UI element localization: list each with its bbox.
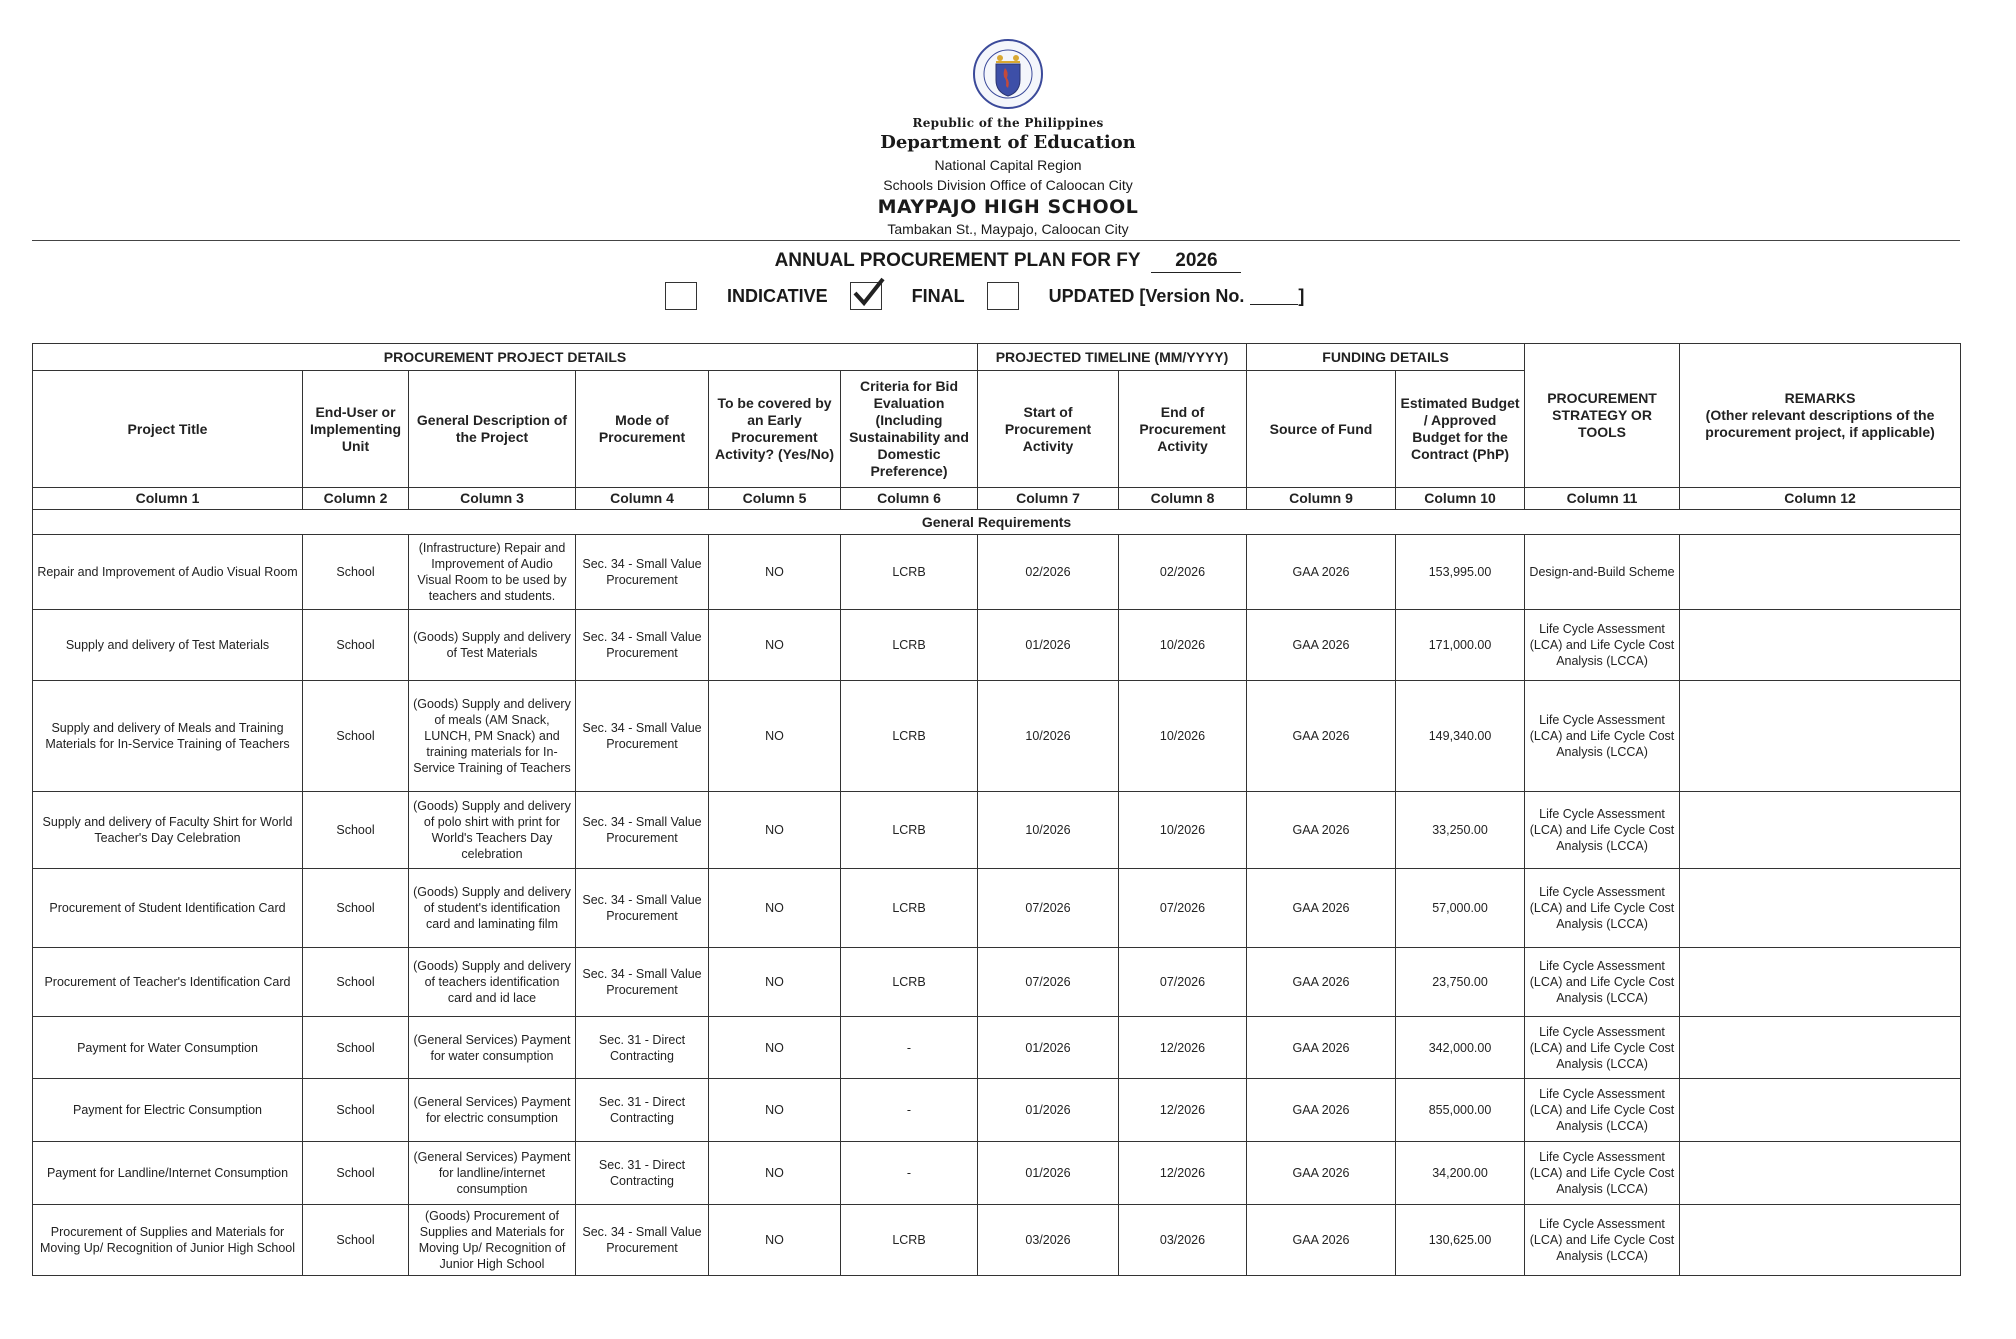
- strategy-cell: Life Cycle Assessment (LCA) and Life Cycle Cost Analysis (LCCA): [1525, 869, 1680, 948]
- end-user-cell: School: [303, 1079, 409, 1142]
- column-number: Column 10: [1396, 488, 1525, 510]
- mode-cell: Sec. 31 - Direct Contracting: [576, 1142, 709, 1205]
- start-date-cell: 10/2026: [978, 681, 1119, 792]
- column-number: Column 2: [303, 488, 409, 510]
- start-date-cell: 10/2026: [978, 792, 1119, 869]
- criteria-cell: LCRB: [841, 610, 978, 681]
- criteria-cell: LCRB: [841, 792, 978, 869]
- source-of-fund-cell: GAA 2026: [1247, 1017, 1396, 1079]
- region-label: National Capital Region: [934, 157, 1082, 173]
- remarks-cell: [1680, 1142, 1961, 1205]
- remarks-subtitle: (Other relevant descriptions of the procurement project, if applicable): [1705, 407, 1935, 440]
- budget-cell: 33,250.00: [1396, 792, 1525, 869]
- project-title-cell: Supply and delivery of Meals and Training Materials for In-Service Training of Teachers: [33, 681, 303, 792]
- column-header-criteria: Criteria for Bid Evaluation (Including Sustainability and Domestic Preference): [841, 371, 978, 488]
- procurement-plan-table: [32, 343, 1961, 1276]
- description-cell: (Goods) Supply and delivery of polo shirt with print for World's Teachers Day celebration: [409, 792, 576, 869]
- criteria-cell: LCRB: [841, 948, 978, 1017]
- remarks-cell: [1680, 1205, 1961, 1276]
- project-title-cell: Procurement of Student Identification Card: [33, 869, 303, 948]
- early-procurement-cell: NO: [709, 681, 841, 792]
- remarks-title: REMARKS: [1784, 390, 1856, 406]
- start-date-cell: 01/2026: [978, 1079, 1119, 1142]
- remarks-cell: [1680, 535, 1961, 610]
- table-row: [33, 1079, 1961, 1142]
- source-of-fund-cell: GAA 2026: [1247, 1205, 1396, 1276]
- end-date-cell: 03/2026: [1119, 1205, 1247, 1276]
- start-date-cell: 07/2026: [978, 869, 1119, 948]
- strategy-cell: Life Cycle Assessment (LCA) and Life Cycle Cost Analysis (LCCA): [1525, 1017, 1680, 1079]
- section-general-requirements: General Requirements: [33, 510, 1961, 535]
- column-number: Column 12: [1680, 488, 1961, 510]
- table-row: [33, 1205, 1961, 1276]
- mode-cell: Sec. 34 - Small Value Procurement: [576, 792, 709, 869]
- column-header-remarks: [1680, 344, 1961, 488]
- end-date-cell: 07/2026: [1119, 869, 1247, 948]
- end-user-cell: School: [303, 1017, 409, 1079]
- budget-cell: 57,000.00: [1396, 869, 1525, 948]
- group-header-timeline: PROJECTED TIMELINE (MM/YYYY): [978, 344, 1247, 371]
- mode-cell: Sec. 34 - Small Value Procurement: [576, 681, 709, 792]
- column-header-description: General Description of the Project: [409, 371, 576, 488]
- budget-cell: 342,000.00: [1396, 1017, 1525, 1079]
- table-row: [33, 869, 1961, 948]
- project-title-cell: Supply and delivery of Faculty Shirt for World Teacher's Day Celebration: [33, 792, 303, 869]
- column-number: Column 9: [1247, 488, 1396, 510]
- fiscal-year-field[interactable]: 2026: [1151, 250, 1241, 273]
- project-title-cell: Procurement of Teacher's Identification Card: [33, 948, 303, 1017]
- project-title-cell: Payment for Water Consumption: [33, 1017, 303, 1079]
- mode-cell: Sec. 31 - Direct Contracting: [576, 1079, 709, 1142]
- strategy-cell: Life Cycle Assessment (LCA) and Life Cycle Cost Analysis (LCCA): [1525, 1205, 1680, 1276]
- source-of-fund-cell: GAA 2026: [1247, 1142, 1396, 1205]
- group-header-funding: FUNDING DETAILS: [1247, 344, 1525, 371]
- table-row: [33, 610, 1961, 681]
- column-header-project-title: Project Title: [33, 371, 303, 488]
- end-user-cell: School: [303, 948, 409, 1017]
- plan-title: [0, 250, 2016, 273]
- source-of-fund-cell: GAA 2026: [1247, 948, 1396, 1017]
- group-header-project-details: PROCUREMENT PROJECT DETAILS: [33, 344, 978, 371]
- early-procurement-cell: NO: [709, 1205, 841, 1276]
- remarks-cell: [1680, 869, 1961, 948]
- column-number: Column 7: [978, 488, 1119, 510]
- updated-label-suffix: ]: [1298, 285, 1305, 306]
- source-of-fund-cell: GAA 2026: [1247, 610, 1396, 681]
- end-date-cell: 10/2026: [1119, 610, 1247, 681]
- end-user-cell: School: [303, 792, 409, 869]
- letterhead: [0, 38, 2016, 237]
- criteria-cell: -: [841, 1017, 978, 1079]
- strategy-cell: Life Cycle Assessment (LCA) and Life Cycle Cost Analysis (LCCA): [1525, 1142, 1680, 1205]
- division-label: Schools Division Office of Caloocan City: [883, 177, 1133, 193]
- deped-seal-icon: [972, 38, 1044, 110]
- description-cell: (Goods) Supply and delivery of teachers identification card and id lace: [409, 948, 576, 1017]
- budget-cell: 149,340.00: [1396, 681, 1525, 792]
- description-cell: (General Services) Payment for electric consumption: [409, 1079, 576, 1142]
- strategy-cell: Design-and-Build Scheme: [1525, 535, 1680, 610]
- indicative-checkbox[interactable]: [665, 282, 697, 310]
- end-date-cell: 12/2026: [1119, 1017, 1247, 1079]
- project-title-cell: Repair and Improvement of Audio Visual Room: [33, 535, 303, 610]
- end-user-cell: School: [303, 869, 409, 948]
- start-date-cell: 01/2026: [978, 1142, 1119, 1205]
- description-cell: (Goods) Procurement of Supplies and Materials for Moving Up/ Recognition of Junior High School: [409, 1205, 576, 1276]
- school-name: MAYPAJO HIGH SCHOOL: [877, 196, 1139, 218]
- criteria-cell: LCRB: [841, 869, 978, 948]
- mode-cell: Sec. 34 - Small Value Procurement: [576, 610, 709, 681]
- source-of-fund-cell: GAA 2026: [1247, 1079, 1396, 1142]
- description-cell: (General Services) Payment for water consumption: [409, 1017, 576, 1079]
- column-header-mode: Mode of Procurement: [576, 371, 709, 488]
- remarks-cell: [1680, 681, 1961, 792]
- early-procurement-cell: NO: [709, 948, 841, 1017]
- version-number-field[interactable]: [1250, 288, 1298, 305]
- indicative-label: INDICATIVE: [727, 285, 828, 306]
- column-number: Column 1: [33, 488, 303, 510]
- description-cell: (Goods) Supply and delivery of meals (AM Snack, LUNCH, PM Snack) and training materials for In-Service Training of Teachers: [409, 681, 576, 792]
- table-row: [33, 681, 1961, 792]
- column-header-strategy: PROCUREMENT STRATEGY OR TOOLS: [1525, 344, 1680, 488]
- early-procurement-cell: NO: [709, 1017, 841, 1079]
- remarks-cell: [1680, 948, 1961, 1017]
- plan-status-options: [665, 282, 1304, 310]
- strategy-cell: Life Cycle Assessment (LCA) and Life Cycle Cost Analysis (LCCA): [1525, 1079, 1680, 1142]
- end-date-cell: 07/2026: [1119, 948, 1247, 1017]
- table-row: [33, 948, 1961, 1017]
- project-title-cell: Supply and delivery of Test Materials: [33, 610, 303, 681]
- end-user-cell: School: [303, 681, 409, 792]
- criteria-cell: -: [841, 1142, 978, 1205]
- criteria-cell: -: [841, 1079, 978, 1142]
- column-number: Column 5: [709, 488, 841, 510]
- table-row: [33, 1017, 1961, 1079]
- source-of-fund-cell: GAA 2026: [1247, 869, 1396, 948]
- republic-label: Republic of the Philippines: [912, 116, 1104, 130]
- start-date-cell: 02/2026: [978, 535, 1119, 610]
- criteria-cell: LCRB: [841, 681, 978, 792]
- strategy-cell: Life Cycle Assessment (LCA) and Life Cycle Cost Analysis (LCCA): [1525, 792, 1680, 869]
- end-date-cell: 10/2026: [1119, 792, 1247, 869]
- early-procurement-cell: NO: [709, 869, 841, 948]
- end-user-cell: School: [303, 610, 409, 681]
- column-header-early-procurement: To be covered by an Early Procurement Activity? (Yes/No): [709, 371, 841, 488]
- end-user-cell: School: [303, 1142, 409, 1205]
- remarks-cell: [1680, 792, 1961, 869]
- column-header-end: End of Procurement Activity: [1119, 371, 1247, 488]
- table-row: [33, 1142, 1961, 1205]
- project-title-cell: Procurement of Supplies and Materials for Moving Up/ Recognition of Junior High School: [33, 1205, 303, 1276]
- early-procurement-cell: NO: [709, 792, 841, 869]
- department-label: Department of Education: [880, 132, 1136, 153]
- source-of-fund-cell: GAA 2026: [1247, 681, 1396, 792]
- table-row: [33, 535, 1961, 610]
- source-of-fund-cell: GAA 2026: [1247, 792, 1396, 869]
- end-user-cell: School: [303, 1205, 409, 1276]
- strategy-cell: Life Cycle Assessment (LCA) and Life Cycle Cost Analysis (LCCA): [1525, 681, 1680, 792]
- end-date-cell: 10/2026: [1119, 681, 1247, 792]
- column-number: Column 11: [1525, 488, 1680, 510]
- description-cell: (Goods) Supply and delivery of student's identification card and laminating film: [409, 869, 576, 948]
- mode-cell: Sec. 31 - Direct Contracting: [576, 1017, 709, 1079]
- budget-cell: 130,625.00: [1396, 1205, 1525, 1276]
- budget-cell: 855,000.00: [1396, 1079, 1525, 1142]
- description-cell: (Infrastructure) Repair and Improvement of Audio Visual Room to be used by teachers and students.: [409, 535, 576, 610]
- description-cell: (General Services) Payment for landline/internet consumption: [409, 1142, 576, 1205]
- column-header-start: Start of Procurement Activity: [978, 371, 1119, 488]
- early-procurement-cell: NO: [709, 1142, 841, 1205]
- criteria-cell: LCRB: [841, 1205, 978, 1276]
- strategy-cell: Life Cycle Assessment (LCA) and Life Cycle Cost Analysis (LCCA): [1525, 610, 1680, 681]
- start-date-cell: 01/2026: [978, 610, 1119, 681]
- column-header-budget: Estimated Budget / Approved Budget for the Contract (PhP): [1396, 371, 1525, 488]
- column-number: Column 4: [576, 488, 709, 510]
- start-date-cell: 03/2026: [978, 1205, 1119, 1276]
- start-date-cell: 07/2026: [978, 948, 1119, 1017]
- updated-checkbox[interactable]: [987, 282, 1019, 310]
- budget-cell: 171,000.00: [1396, 610, 1525, 681]
- end-date-cell: 12/2026: [1119, 1142, 1247, 1205]
- final-label: FINAL: [911, 285, 965, 306]
- plan-title-text: ANNUAL PROCUREMENT PLAN FOR FY: [774, 250, 1141, 271]
- column-number: Column 6: [841, 488, 978, 510]
- column-number: Column 8: [1119, 488, 1247, 510]
- remarks-cell: [1680, 1017, 1961, 1079]
- end-date-cell: 12/2026: [1119, 1079, 1247, 1142]
- column-header-source-of-fund: Source of Fund: [1247, 371, 1396, 488]
- project-title-cell: Payment for Electric Consumption: [33, 1079, 303, 1142]
- description-cell: (Goods) Supply and delivery of Test Materials: [409, 610, 576, 681]
- criteria-cell: LCRB: [841, 535, 978, 610]
- early-procurement-cell: NO: [709, 1079, 841, 1142]
- project-title-cell: Payment for Landline/Internet Consumption: [33, 1142, 303, 1205]
- column-header-end-user: End-User or Implementing Unit: [303, 371, 409, 488]
- final-checkbox[interactable]: [850, 282, 882, 310]
- school-address: Tambakan St., Maypajo, Caloocan City: [887, 221, 1129, 237]
- early-procurement-cell: NO: [709, 535, 841, 610]
- mode-cell: Sec. 34 - Small Value Procurement: [576, 948, 709, 1017]
- early-procurement-cell: NO: [709, 610, 841, 681]
- remarks-cell: [1680, 1079, 1961, 1142]
- end-date-cell: 02/2026: [1119, 535, 1247, 610]
- mode-cell: Sec. 34 - Small Value Procurement: [576, 535, 709, 610]
- remarks-cell: [1680, 610, 1961, 681]
- budget-cell: 23,750.00: [1396, 948, 1525, 1017]
- mode-cell: Sec. 34 - Small Value Procurement: [576, 1205, 709, 1276]
- mode-cell: Sec. 34 - Small Value Procurement: [576, 869, 709, 948]
- budget-cell: 153,995.00: [1396, 535, 1525, 610]
- end-user-cell: School: [303, 535, 409, 610]
- budget-cell: 34,200.00: [1396, 1142, 1525, 1205]
- source-of-fund-cell: GAA 2026: [1247, 535, 1396, 610]
- updated-label: UPDATED [Version No.: [1048, 285, 1245, 306]
- header-divider: [32, 240, 1960, 241]
- strategy-cell: Life Cycle Assessment (LCA) and Life Cycle Cost Analysis (LCCA): [1525, 948, 1680, 1017]
- table-row: [33, 792, 1961, 869]
- start-date-cell: 01/2026: [978, 1017, 1119, 1079]
- column-number: Column 3: [409, 488, 576, 510]
